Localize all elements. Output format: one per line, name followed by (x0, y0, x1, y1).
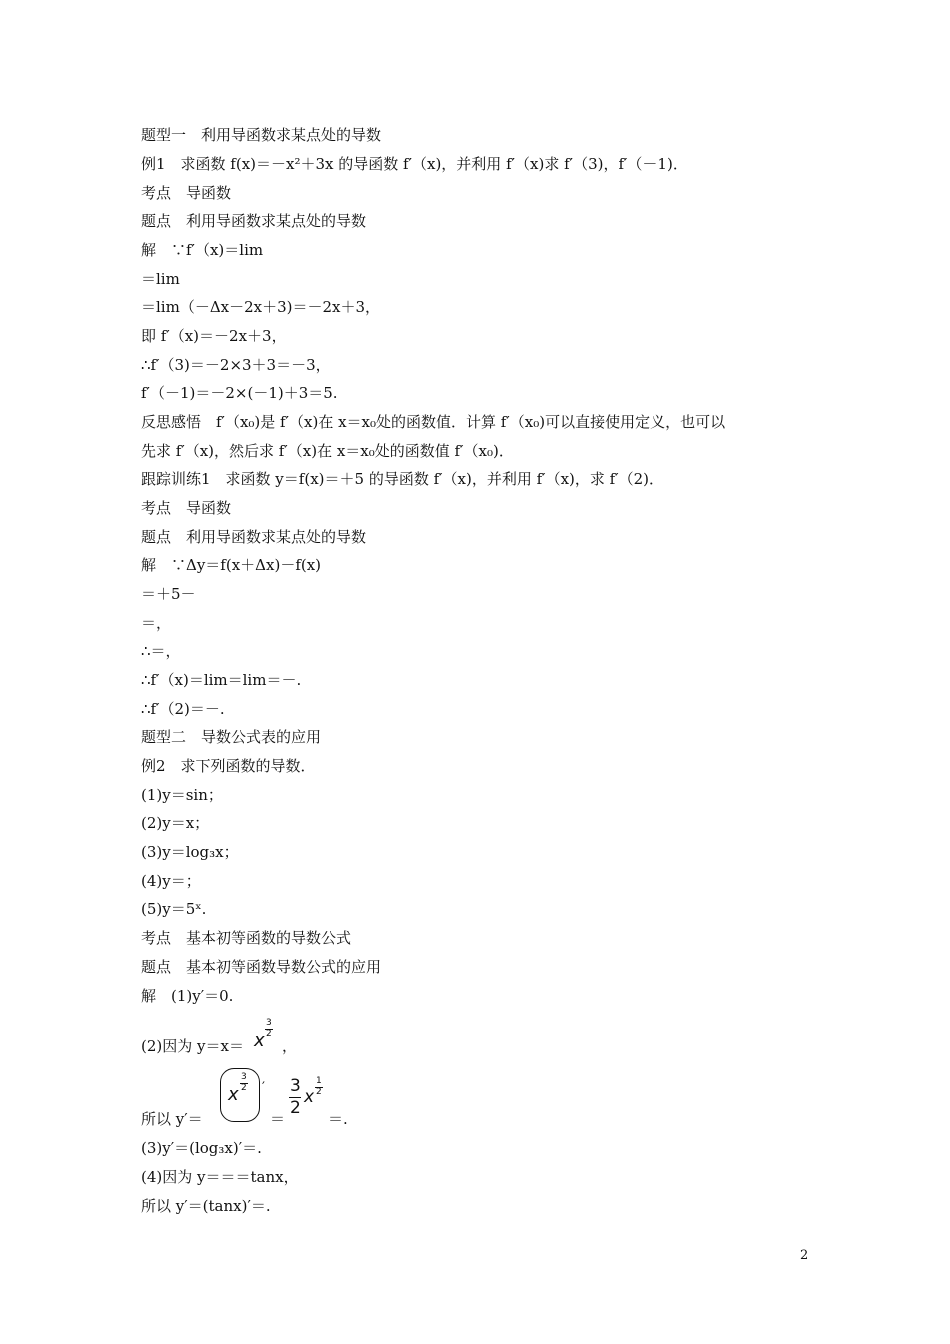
math-coef-den: 2 (290, 1098, 301, 1118)
text-line: 考点 导函数 (141, 184, 232, 202)
math-base: x (304, 1087, 315, 1107)
text-line: 例2 求下列函数的导数． (141, 757, 316, 775)
math-base: x (228, 1084, 239, 1105)
text-line: 题点 利用导函数求某点处的导数 (141, 212, 367, 230)
math-exp-den: 2 (266, 1029, 272, 1039)
math-coef-num: 3 (290, 1076, 301, 1096)
math-base: x (254, 1030, 265, 1051)
page-number: 2 (800, 1248, 809, 1263)
math-power-x-3-2 (254, 1020, 284, 1060)
text-line: ∴f′（3)＝－2×3＋3＝－3， (141, 356, 331, 374)
text-line (141, 1036, 244, 1056)
math-exp-num: 3 (266, 1018, 272, 1028)
text-line: ＝lim（－Δx－2x＋3)＝－2x＋3， (141, 298, 381, 316)
text-line: (1)y＝sin； (141, 786, 223, 804)
math-exp-num: 3 (241, 1072, 247, 1082)
text-line: ＝＋5－ (141, 585, 196, 603)
math-exp-den: 2 (316, 1087, 322, 1097)
text-line (328, 1109, 348, 1129)
text-line: ∴＝， (141, 642, 181, 660)
text-fragment: (2)因为 y＝x＝ (141, 1037, 244, 1055)
text-line: 先求 f′（x)，然后求 f′（x)在 x＝x₀处的函数值 f′（x₀)． (141, 442, 514, 460)
text-line: (4)因为 y＝＝＝tanx， (141, 1168, 299, 1186)
text-line: 跟踪训练1 求函数 y＝f(x)＝＋5 的导函数 f′（x)，并利用 f′（x)，求 f′（2)． (141, 470, 665, 488)
text-line: (4)y＝； (141, 872, 201, 890)
text-line: 考点 基本初等函数的导数公式 (141, 929, 352, 947)
text-line: 考点 导函数 (141, 499, 232, 517)
text-line: ∴f′（x)＝lim＝lim＝－. (141, 671, 302, 689)
text-line: ＝， (141, 614, 172, 632)
text-line: (3)y′＝(log₃x)′＝. (141, 1139, 262, 1157)
text-line: 题型二 导数公式表的应用 (141, 728, 322, 746)
text-line: ＝lim (141, 270, 180, 288)
text-line: (2)y＝x； (141, 814, 210, 832)
text-line: 例1 求函数 f(x)＝－x²＋3x 的导函数 f′（x)，并利用 f′（x)求 f′（3)，f′（－1)． (141, 155, 688, 173)
math-power-x-3-2-paren (228, 1072, 258, 1112)
math-coef-3-2-x-1-2 (288, 1076, 328, 1120)
math-exp-num: 1 (316, 1076, 322, 1086)
text-line: 题点 基本初等函数导数公式的应用 (141, 958, 382, 976)
math-prime: ′ (262, 1080, 265, 1095)
text-line: (3)y＝log₃x； (141, 843, 239, 861)
text-line: ∴f′（2)＝－. (141, 700, 225, 718)
text-line: 即 f′（x)＝－2x＋3， (141, 327, 287, 345)
text-fragment: ＝. (328, 1110, 348, 1128)
text-line (270, 1109, 285, 1129)
text-line: 题点 利用导函数求某点处的导数 (141, 528, 367, 546)
text-line: 题型一 利用导函数求某点处的导数 (141, 126, 382, 144)
text-line: f′（－1)＝－2×(－1)＋3＝5. (141, 384, 338, 402)
text-line: 解 ∵f′（x)＝lim (141, 241, 264, 259)
text-line (141, 1109, 203, 1129)
text-fragment: ， (282, 1037, 298, 1055)
math-exp-den: 2 (241, 1083, 247, 1093)
text-line: 所以 y′＝(tanx)′＝. (141, 1197, 271, 1215)
text-line: 解 ∵Δy＝f(x＋Δx)－f(x) (141, 556, 322, 574)
text-line: 解 (1)y′＝0. (141, 987, 234, 1005)
text-line: 反思感悟 f′（x₀)是 f′（x)在 x＝x₀处的函数值．计算 f′（x₀)可以直接使用定义，也可以 (141, 413, 726, 431)
text-fragment: ＝ (270, 1110, 286, 1128)
text-line (282, 1036, 297, 1056)
text-fragment: 所以 y′＝ (141, 1110, 203, 1128)
text-line: (5)y＝5ˣ. (141, 900, 207, 918)
